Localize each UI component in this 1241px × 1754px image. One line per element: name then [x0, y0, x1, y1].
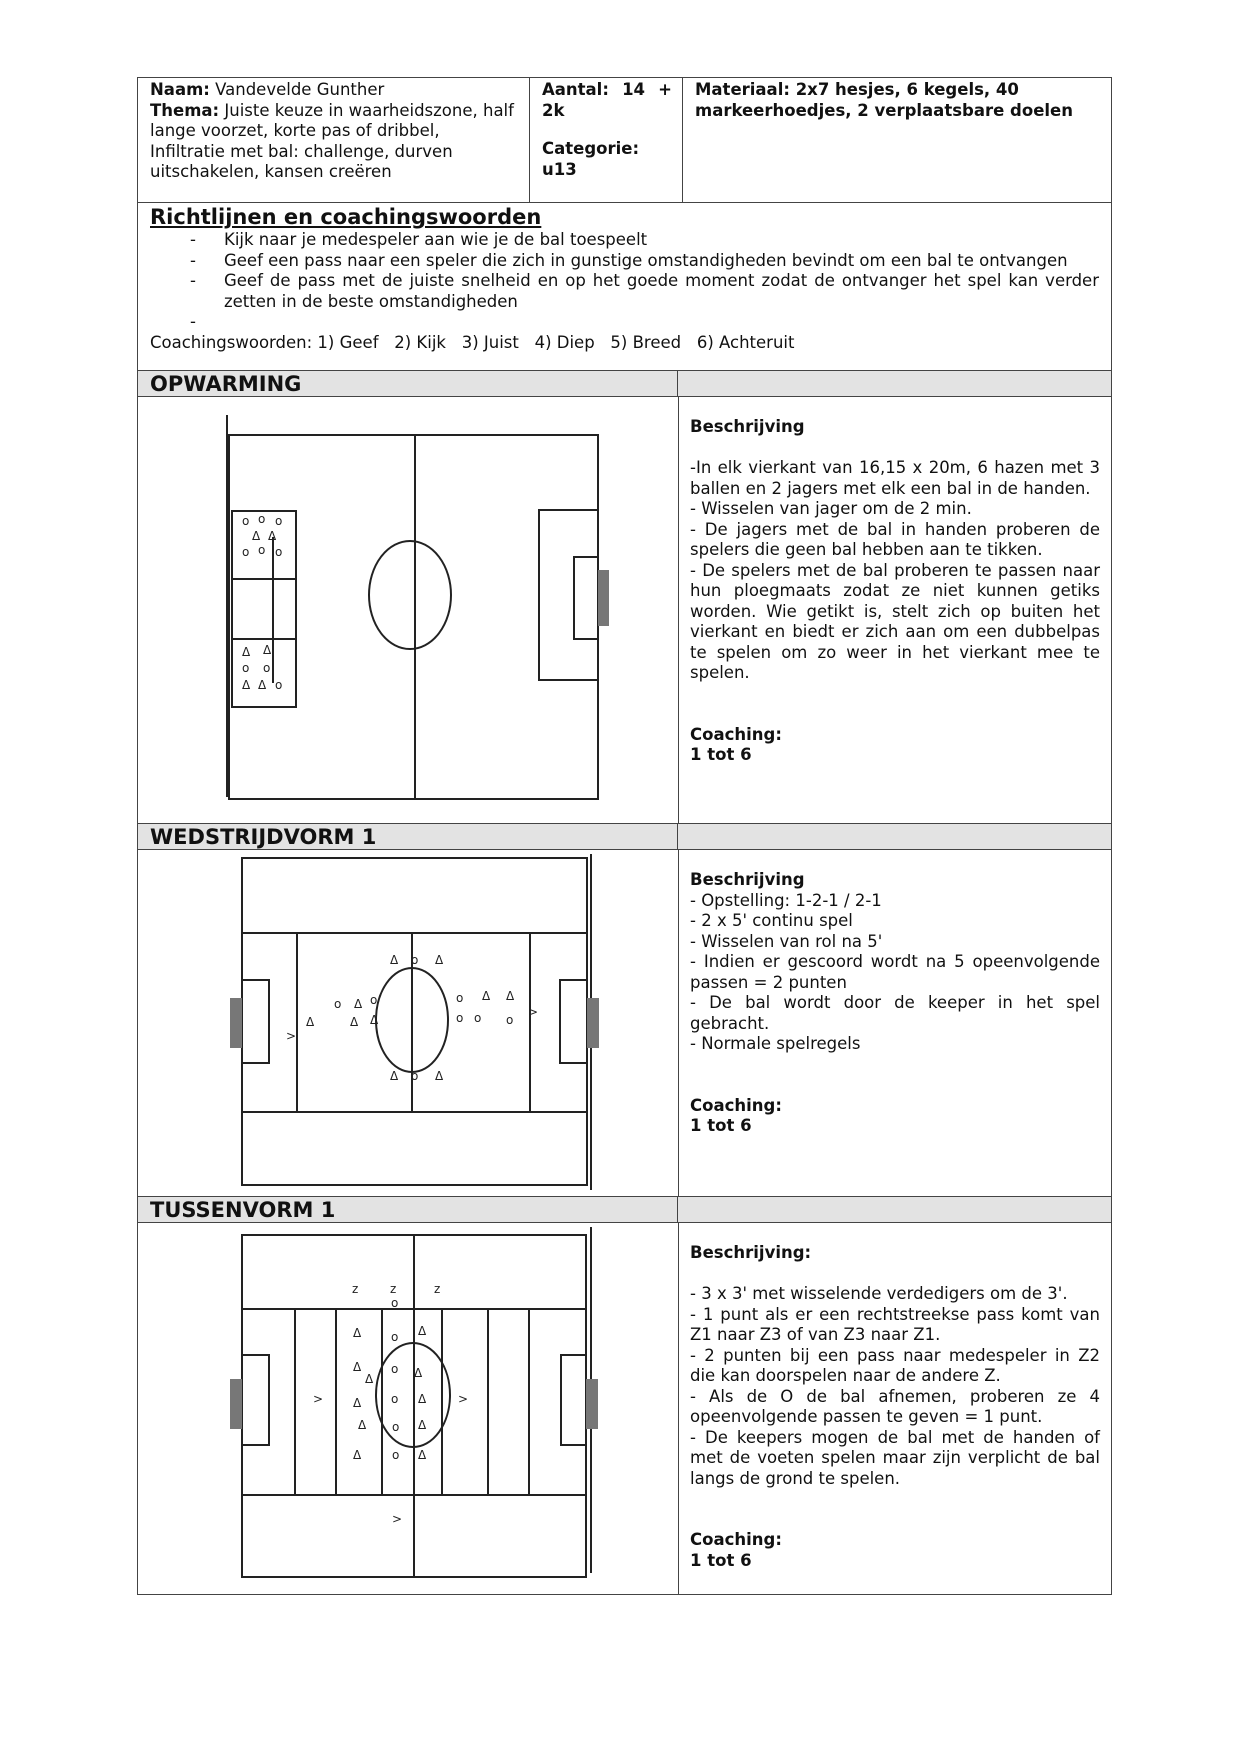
description-cell — [679, 1223, 1111, 1594]
player-mark: Δ — [258, 678, 267, 692]
guidelines-list — [150, 230, 1099, 332]
guidelines-title: Richtlijnen en coachingswoorden — [150, 205, 542, 229]
pitch-diagram-opwarming — [138, 397, 677, 824]
player-mark: o — [474, 1011, 482, 1025]
thema-value: Juiste keuze in waarheidszone, half lange voorzet, korte pas of dribbel, Infiltratie met bal: challenge, durven uitschakelen, kansen creëren — [150, 100, 514, 181]
description-line: - 1 punt als er een rechtstreekse pass komt van Z1 naar Z3 of van Z3 naar Z1. — [690, 1304, 1100, 1344]
session-sheet — [137, 77, 1112, 1595]
goal-net — [586, 1379, 598, 1429]
section-title: WEDSTRIJDVORM 1 — [138, 824, 678, 849]
description-label: Beschrijving: — [690, 1243, 812, 1262]
player-mark: > — [313, 1392, 324, 1406]
player-mark: > — [392, 1512, 403, 1526]
section-content-tussenvorm — [138, 1223, 1111, 1594]
thema-label: Thema: — [150, 100, 220, 120]
player-mark: o — [258, 543, 266, 557]
naam-label: Naam: — [150, 80, 210, 99]
player-mark: Δ — [353, 1360, 362, 1374]
goal-net — [230, 998, 242, 1048]
aantal-line — [542, 80, 672, 121]
coaching-label: Coaching: — [690, 1095, 782, 1115]
naam-thema-cell — [138, 78, 530, 202]
pitch-diagram-tussenvorm — [138, 1223, 677, 1594]
zone-mark: z — [390, 1282, 397, 1296]
diagram-cell — [138, 1223, 679, 1594]
description-line: - 2 x 5' continu spel — [690, 911, 853, 930]
materiaal-cell — [683, 78, 1111, 202]
player-mark: o — [258, 512, 266, 526]
section-header-tussenvorm — [138, 1197, 1111, 1223]
section-header-opwarming — [138, 371, 1111, 397]
materiaal-value: 2x7 hesjes, 6 kegels, 40 markeerhoedjes, 2 verplaatsbare doelen — [695, 80, 1073, 120]
player-mark: Δ — [242, 645, 251, 659]
aantal-cell — [530, 78, 683, 202]
player-mark: > — [286, 1029, 297, 1043]
description-line: - De jagers met de bal in handen proberen de spelers die geen bal hebben aan te tikken. — [690, 519, 1100, 559]
player-mark: o — [392, 1420, 400, 1434]
section-title: OPWARMING — [138, 371, 678, 396]
diagram-cell — [138, 850, 679, 1196]
player-mark: o — [263, 661, 271, 675]
description-line: - Opstelling: 1-2-1 / 2-1 — [690, 890, 882, 910]
description-line: - De spelers met de bal proberen te passen naar hun ploegmaats zodat ze niet kunnen getiks worden. Wie getikt is, stelt zich op buiten het vierkant en biedt er zich aan om een dubbelpas te spelen om zo weer in het vierkant mee te spelen. — [690, 560, 1100, 682]
player-mark: Δ — [506, 989, 515, 1003]
player-mark: Δ — [306, 1015, 315, 1029]
player-mark: o — [456, 1011, 464, 1025]
description-cell — [679, 850, 1111, 1196]
section-content-opwarming — [138, 397, 1111, 824]
section-header-wedstrijdvorm — [138, 824, 1111, 850]
section-content-wedstrijdvorm — [138, 850, 1111, 1197]
guideline-item — [190, 312, 1099, 332]
description-line: - Wisselen van jager om de 2 min. — [690, 499, 972, 518]
categorie-label: Categorie: — [542, 139, 640, 158]
zone-mark: z — [352, 1282, 359, 1296]
player-mark: Δ — [418, 1324, 427, 1338]
player-mark: > — [528, 1005, 539, 1019]
player-mark: o — [391, 1362, 399, 1376]
categorie-value: u13 — [542, 159, 577, 179]
player-mark: o — [370, 993, 378, 1007]
goal-area — [574, 557, 598, 639]
player-mark: Δ — [268, 529, 277, 543]
goal-net — [587, 998, 599, 1048]
goal-net — [230, 1379, 242, 1429]
player-mark: o — [242, 514, 250, 528]
player-mark: Δ — [435, 1069, 444, 1083]
player-mark: o — [411, 953, 419, 967]
guideline-item: - Geef de pass met de juiste snelheid en op het goede moment zodat de ontvanger het spel kan verder zetten in de beste omstandigheden — [190, 271, 1099, 312]
player-mark: Δ — [418, 1418, 427, 1432]
player-mark: Δ — [365, 1372, 374, 1386]
guideline-item: - Geef een pass naar een speler die zich in gunstige omstandigheden bevindt om een bal te ontvangen — [190, 251, 1099, 272]
player-mark: Δ — [370, 1013, 379, 1027]
guidelines-row — [138, 203, 1111, 371]
section-title: TUSSENVORM 1 — [138, 1197, 678, 1222]
player-mark: o — [275, 545, 283, 559]
player-mark: Δ — [242, 678, 251, 692]
pitch-outline — [229, 435, 598, 799]
player-mark: Δ — [390, 1069, 399, 1083]
naam-value: Vandevelde Gunther — [215, 80, 385, 99]
player-mark: Δ — [353, 1396, 362, 1410]
player-mark: o — [506, 1013, 514, 1027]
header-row — [138, 78, 1111, 203]
player-mark: Δ — [418, 1392, 427, 1406]
description-label: Beschrijving — [690, 417, 805, 436]
player-mark: Δ — [353, 1326, 362, 1340]
description-cell — [679, 397, 1111, 823]
description-line: - Wisselen van rol na 5' — [690, 931, 883, 951]
zone-mark: z — [434, 1282, 441, 1296]
description-line: - De keepers mogen de bal met de handen of met de voeten spelen maar zijn verplicht de bal langs de grond te spelen. — [690, 1427, 1100, 1488]
coaching-value: 1 tot 6 — [690, 745, 752, 764]
player-mark: Δ — [414, 1366, 423, 1380]
player-mark: Δ — [263, 643, 272, 657]
player-mark: o — [456, 991, 464, 1005]
center-circle — [369, 541, 451, 649]
player-mark: Δ — [252, 529, 261, 543]
player-mark: > — [458, 1392, 469, 1406]
player-mark: o — [391, 1296, 399, 1310]
description-line: - Als de O de bal afnemen, proberen ze 4 opeenvolgende passen te geven = 1 punt. — [690, 1386, 1100, 1426]
description-line: - Normale spelregels — [690, 1034, 861, 1053]
description-line: - 2 punten bij een pass naar medespeler in Z2 die kan doorspelen naar de andere Z. — [690, 1345, 1100, 1385]
description-line: - 3 x 3' met wisselende verdedigers om de 3'. — [690, 1284, 1068, 1303]
goal-net — [598, 570, 609, 626]
coaching-label: Coaching: — [690, 724, 782, 744]
coaching-value: 1 tot 6 — [690, 1116, 752, 1135]
pitch-outline — [242, 858, 587, 1185]
player-mark: o — [242, 661, 250, 675]
pitch-diagram-wedstrijdvorm — [138, 850, 677, 1197]
coaching-words: Coachingswoorden: 1) Geef 2) Kijk 3) Juist 4) Diep 5) Breed 6) Achteruit — [150, 333, 795, 352]
player-mark: o — [275, 678, 283, 692]
player-mark: Δ — [435, 953, 444, 967]
coaching-label: Coaching: — [690, 1530, 782, 1549]
description-line — [690, 438, 1100, 459]
player-mark: Δ — [482, 989, 491, 1003]
diagram-cell — [138, 397, 679, 823]
description-line: -In elk vierkant van 16,15 x 20m, 6 hazen met 3 ballen en 2 jagers met elk een bal in de handen. — [690, 458, 1100, 498]
penalty-area — [539, 510, 598, 680]
guideline-item: - Kijk naar je medespeler aan wie je de bal toespeelt — [190, 230, 1099, 251]
player-mark: Δ — [350, 1015, 359, 1029]
materiaal-label: Materiaal: — [695, 80, 790, 99]
aantal-value: 14 + 2k — [542, 80, 672, 120]
player-mark: Δ — [418, 1448, 427, 1462]
player-mark: o — [275, 514, 283, 528]
coaching-value: 1 tot 6 — [690, 1550, 752, 1570]
player-mark: o — [411, 1069, 419, 1083]
player-mark: Δ — [390, 953, 399, 967]
description-line: - De bal wordt door de keeper in het spel gebracht. — [690, 993, 1100, 1033]
player-mark: Δ — [353, 1448, 362, 1462]
player-mark: o — [242, 545, 250, 559]
player-mark: Δ — [358, 1418, 367, 1432]
player-mark: o — [391, 1392, 399, 1406]
description-line — [690, 1264, 1100, 1285]
player-mark: o — [392, 1448, 400, 1462]
player-mark: Δ — [354, 997, 363, 1011]
player-mark: o — [391, 1330, 399, 1344]
aantal-label: Aantal: — [542, 80, 609, 99]
description-line: - Indien er gescoord wordt na 5 opeenvolgende passen = 2 punten — [690, 952, 1100, 992]
description-label: Beschrijving — [690, 870, 805, 889]
player-mark: o — [334, 997, 342, 1011]
